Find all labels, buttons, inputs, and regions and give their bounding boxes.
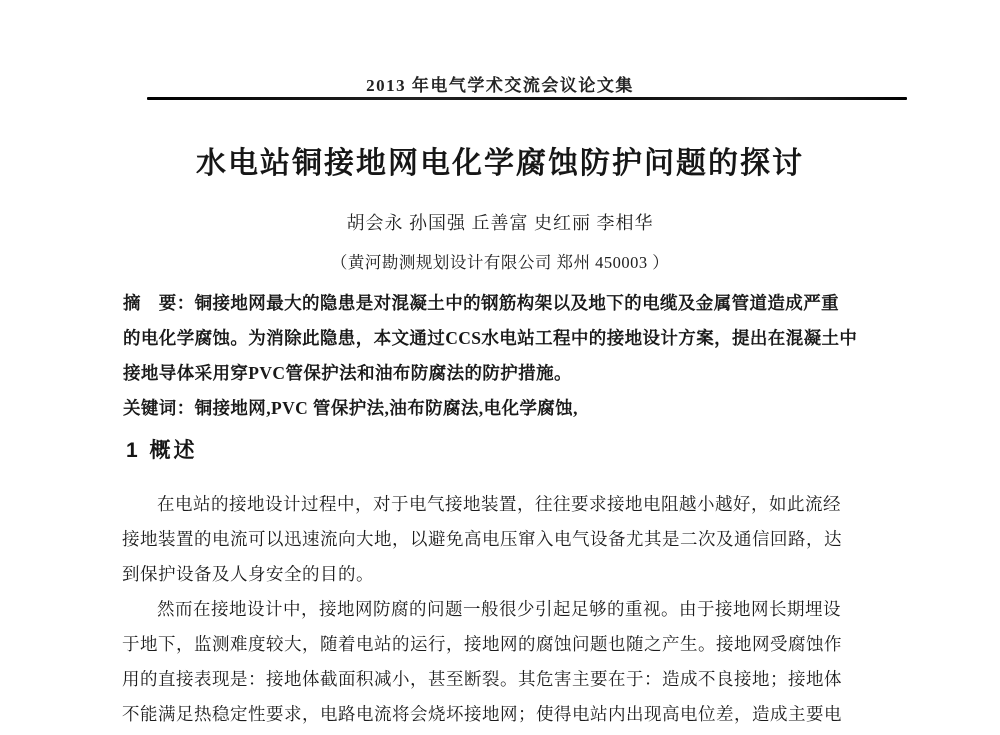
abstract-line-1: 摘 要：铜接地网最大的隐患是对混凝土中的钢筋构架以及地下的电缆及金属管道造成严重 [123, 293, 839, 313]
body-paragraph-2-line-2: 于地下，监测难度较大，随着电站的运行，接地网的腐蚀问题也随之产生。接地网受腐蚀作 [122, 634, 842, 654]
authors-line: 胡会永 孙国强 丘善富 史红丽 李相华 [346, 213, 654, 233]
body-paragraph-2-line-4: 不能满足热稳定性要求，电路电流将会烧坏接地网；使得电站内出现高电位差，造成主要电 [122, 704, 842, 724]
keywords-line: 关键词：铜接地网,PVC 管保护法,油布防腐法,电化学腐蚀, [123, 398, 578, 418]
header-rule [147, 97, 907, 100]
body-paragraph-1-line-1: 在电站的接地设计过程中，对于电气接地装置，往往要求接地电阻越小越好，如此流经 [157, 494, 841, 514]
section-1-heading: 1 概述 [126, 439, 198, 462]
abstract-block [123, 286, 887, 426]
affiliation-line: （黄河勘测规划设计有限公司 郑州 450003 ） [330, 253, 670, 272]
body-paragraph-1-line-3: 到保护设备及人身安全的目的。 [122, 564, 374, 584]
body-paragraph-2-line-1: 然而在接地设计中，接地网防腐的问题一般很少引起足够的重视。由于接地网长期埋设 [157, 599, 841, 619]
section-1-body [122, 487, 888, 732]
abstract-line-2: 的电化学腐蚀。为消除此隐患，本文通过CCS水电站工程中的接地设计方案，提出在混凝土中 [123, 328, 858, 348]
proceedings-header: 2013 年电气学术交流会议论文集 [366, 76, 634, 95]
body-paragraph-1-line-2: 接地装置的电流可以迅速流向大地，以避免高电压窜入电气设备尤其是二次及通信回路，达 [122, 529, 842, 549]
abstract-line-3: 接地导体采用穿PVC管保护法和油布防腐法的防护措施。 [123, 363, 572, 383]
body-paragraph-2-line-3: 用的直接表现是：接地体截面积减小，甚至断裂。其危害主要在于：造成不良接地；接地体 [122, 669, 842, 689]
paper-title: 水电站铜接地网电化学腐蚀防护问题的探讨 [196, 147, 804, 180]
